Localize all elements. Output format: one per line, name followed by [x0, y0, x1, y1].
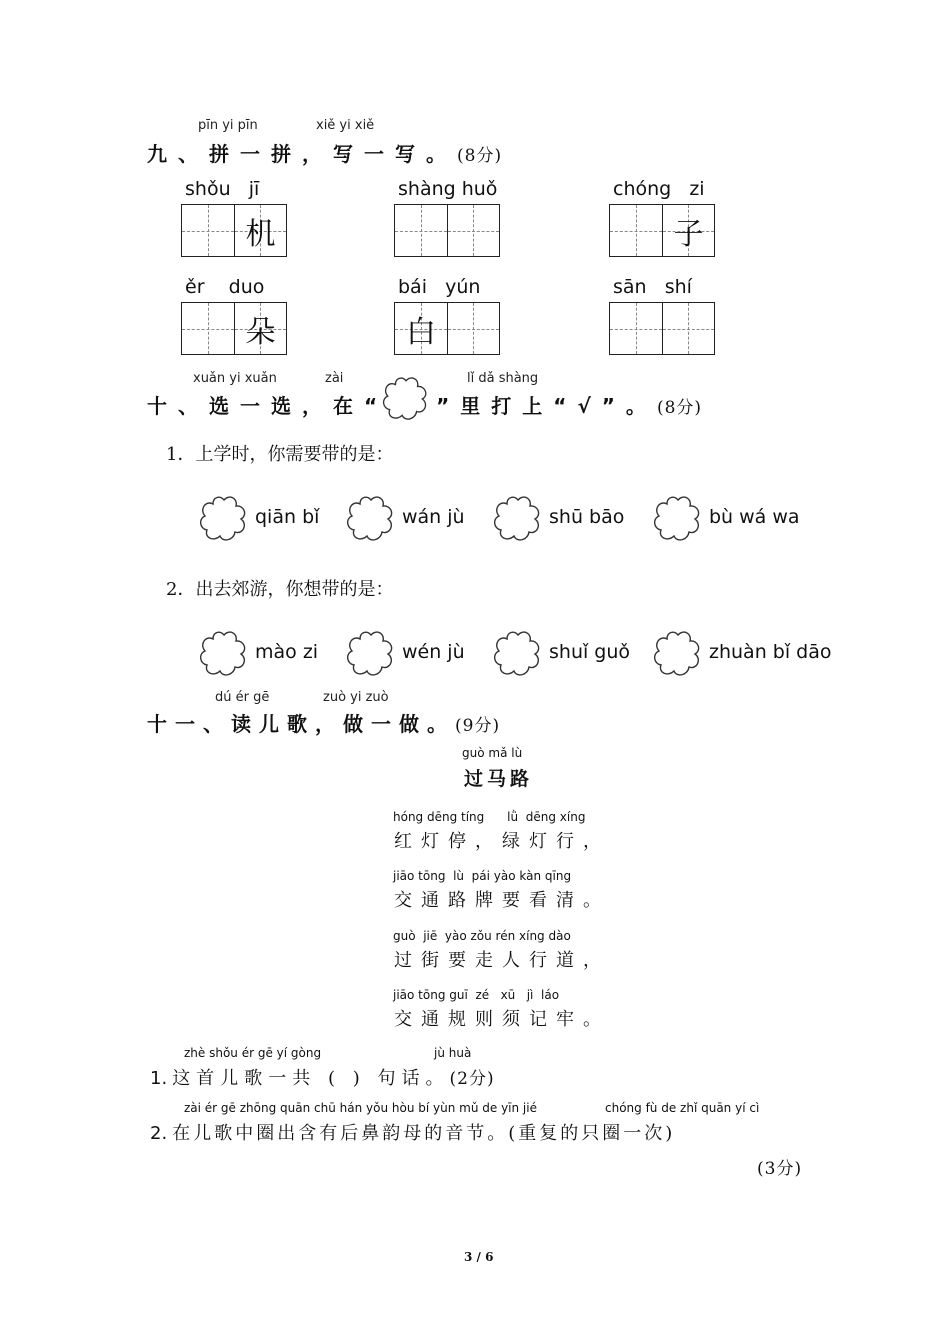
flower-checkbox-icon[interactable]	[652, 494, 704, 544]
writing-grid[interactable]	[609, 302, 715, 355]
option-label: shū bāo	[549, 506, 625, 528]
sec11-title-text: 十一、读儿歌，做一做。	[147, 712, 455, 736]
poem-line-pinyin: jiāo tōng guī zé xū jì láo	[393, 988, 560, 1002]
grid-pinyin: sān shí	[613, 276, 692, 298]
option-label: mào zi	[255, 641, 319, 663]
grid-cell[interactable]	[447, 205, 499, 256]
grid-cell[interactable]	[662, 205, 714, 256]
sec11-q2-pinyin-a: zài ér gē zhōng quān chū hán yǒu hòu bí yùn mǔ de yīn jié	[184, 1101, 537, 1115]
sec9-score: (8分)	[457, 146, 503, 166]
grid-cell[interactable]	[234, 205, 286, 256]
sec11-q1-text: 这首儿歌一共 ( ) 句话。	[172, 1068, 450, 1089]
grid-cell[interactable]	[610, 205, 662, 256]
grid-pinyin: shàng huǒ	[398, 178, 498, 200]
flower-checkbox-icon[interactable]	[345, 494, 397, 544]
grid-cell[interactable]	[182, 303, 234, 354]
sec11-q2-num: 2.	[150, 1123, 168, 1144]
option-label: shuǐ guǒ	[549, 641, 631, 663]
sec11-pinyin-a: dú ér gē	[215, 690, 270, 705]
poem-title-pinyin: guò mǎ lù	[462, 746, 523, 760]
sec11-q2	[150, 1119, 675, 1145]
option-label: qiān bǐ	[255, 506, 320, 528]
option-label: wán jù	[402, 506, 465, 528]
sec10-q1: 1．上学时，你需要带的是：	[166, 444, 394, 465]
writing-grid[interactable]	[609, 204, 715, 257]
poem-line-pinyin: hóng dēng tíng lǜ dēng xíng	[393, 810, 586, 824]
grid-pinyin: ěr duo	[185, 276, 265, 298]
poem-line-pinyin: jiāo tōng lù pái yào kàn qīng	[393, 869, 572, 883]
sec10-q2: 2．出去郊游，你想带的是：	[166, 579, 394, 600]
sec10-score: (8分)	[656, 398, 703, 418]
sec11-q1-pinyin-a: zhè shǒu ér gē yí gòng	[184, 1046, 322, 1060]
flower-checkbox-icon[interactable]	[345, 629, 397, 679]
poem-line-pinyin: guò jiē yào zǒu rén xíng dào	[393, 929, 571, 943]
sec11-score: (9分)	[455, 716, 501, 736]
writing-grid[interactable]	[181, 204, 287, 257]
sec11-title	[147, 708, 500, 737]
sec11-q1-pinyin-b: jù huà	[434, 1046, 472, 1060]
flower-checkbox-icon[interactable]	[198, 494, 250, 544]
grid-pinyin: bái yún	[398, 276, 481, 298]
poem-line: 红灯停，绿灯行，	[394, 831, 610, 852]
grid-cell[interactable]	[447, 303, 499, 354]
option-label: wén jù	[402, 641, 465, 663]
sec9-title-text: 九、拼一拼，写一写。	[147, 142, 457, 166]
grid-pinyin: shǒu jī	[185, 178, 260, 200]
poem-line: 交通路牌要看清。	[394, 890, 610, 911]
writing-grid[interactable]	[181, 302, 287, 355]
grid-cell[interactable]	[662, 303, 714, 354]
sec10-title-a: 十、选一选，在“	[147, 394, 389, 418]
grid-cell[interactable]	[234, 303, 286, 354]
sec11-pinyin-b: zuò yi zuò	[323, 690, 389, 705]
grid-cell[interactable]	[182, 205, 234, 256]
poem-line: 过街要走人行道，	[394, 950, 610, 971]
grid-pinyin: chóng zi	[613, 178, 705, 200]
grid-cell[interactable]	[610, 303, 662, 354]
grid-cell[interactable]	[395, 303, 447, 354]
sec11-q1	[150, 1064, 495, 1090]
sec11-q1-num: 1.	[150, 1068, 168, 1089]
flower-checkbox-icon[interactable]	[492, 494, 544, 544]
poem-title: 过马路	[464, 768, 534, 790]
grid-cell[interactable]	[395, 205, 447, 256]
flower-checkbox-icon[interactable]	[198, 629, 250, 679]
sec10-pinyin-c: lǐ dǎ shàng	[467, 371, 539, 386]
grid-char: 白	[405, 314, 436, 350]
sec11-q2-pinyin-b: chóng fù de zhǐ quān yí cì	[605, 1101, 760, 1115]
option-label: bù wá wa	[709, 506, 800, 528]
title-flower-icon	[381, 375, 431, 423]
page-number: 3 / 6	[464, 1250, 494, 1264]
sec9-pinyin-b: xiě yi xiě	[316, 118, 375, 133]
poem-line: 交通规则须记牢。	[394, 1009, 610, 1030]
grid-char: 子	[673, 216, 704, 252]
grid-char: 机	[245, 216, 276, 252]
sec10-title-b: ”里打上“√”。	[436, 394, 657, 418]
sec10-pinyin-b: zài	[325, 371, 344, 386]
sec9-title	[147, 138, 502, 167]
sec9-pinyin-a: pīn yi pīn	[198, 118, 258, 133]
sec11-q2-score: (3分)	[757, 1159, 803, 1179]
grid-char: 朵	[245, 314, 276, 350]
sec11-q2-text: 在儿歌中圈出含有后鼻韵母的音节。(重复的只圈一次)	[172, 1123, 676, 1144]
option-label: zhuàn bǐ dāo	[709, 641, 832, 663]
sec11-q1-score: (2分)	[449, 1069, 495, 1089]
sec10-pinyin-a: xuǎn yi xuǎn	[193, 371, 277, 386]
writing-grid[interactable]	[394, 302, 500, 355]
flower-checkbox-icon[interactable]	[492, 629, 544, 679]
flower-checkbox-icon[interactable]	[652, 629, 704, 679]
writing-grid[interactable]	[394, 204, 500, 257]
